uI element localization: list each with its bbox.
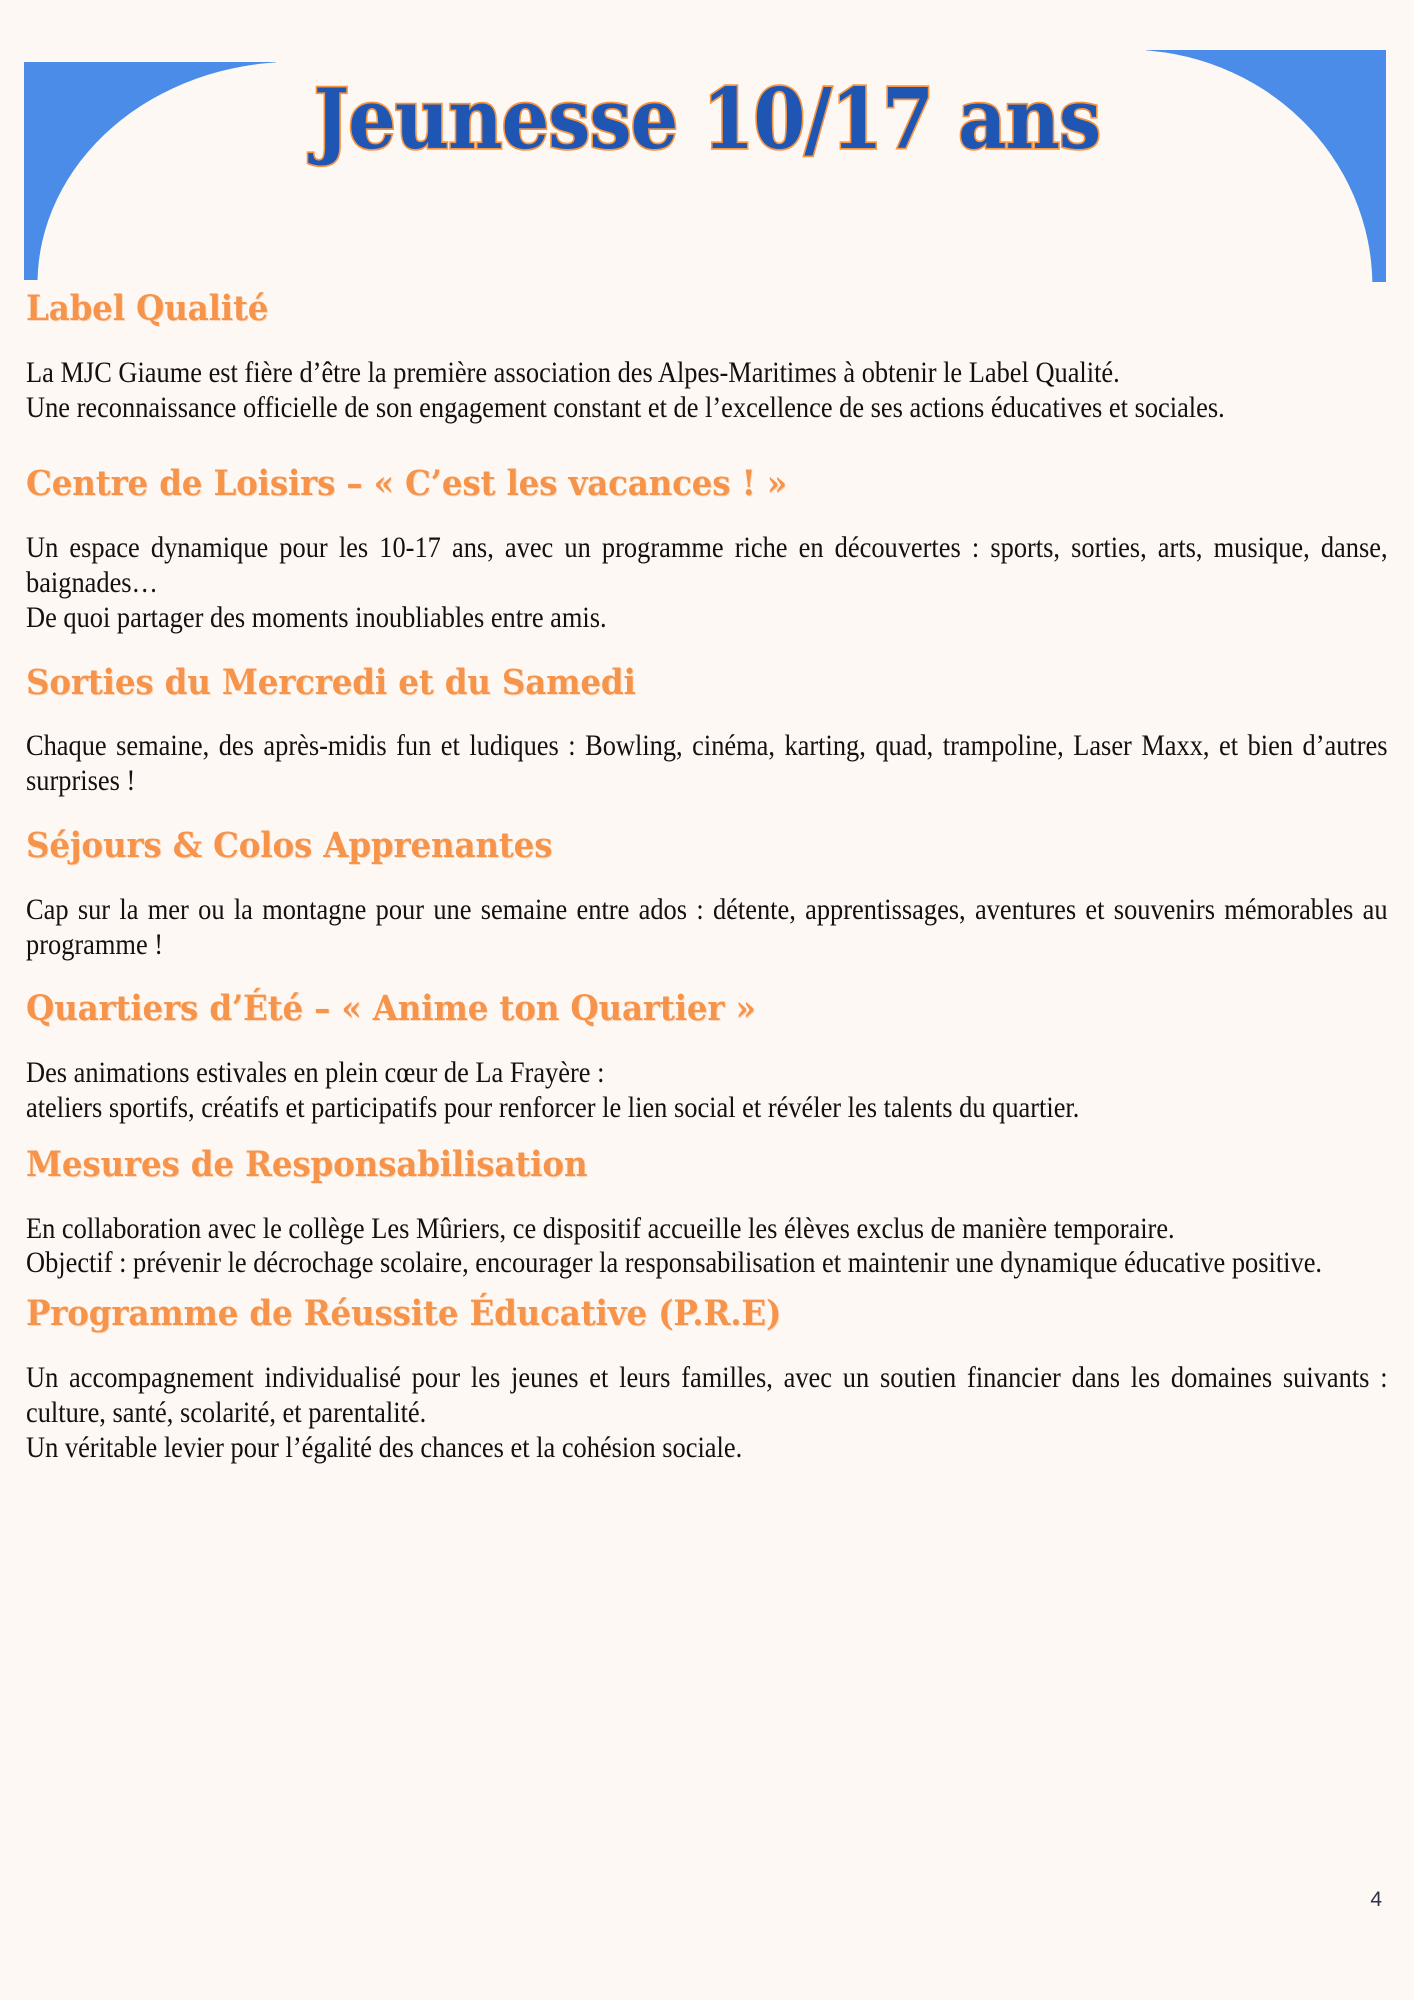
section-centre-de-loisirs [26, 465, 1388, 635]
page-number: 4 [1370, 1888, 1382, 1911]
section-paragraph: La MJC Giaume est fière d’être la première association des Alpes-Maritimes à obtenir le Label Qualité. [26, 355, 1120, 389]
section-heading: Centre de Loisirs – « C’est les vacances ! » [26, 463, 787, 505]
section-paragraph: Cap sur la mer ou la montagne pour une semaine entre ados : détente, apprentissages, aventures et souvenirs mémorables au programme ! [26, 892, 1388, 961]
section-paragraph: Chaque semaine, des après-midis fun et ludiques : Bowling, cinéma, karting, quad, trampoline, Laser Maxx, et bien d’autres surprises ! [26, 729, 1388, 798]
section-paragraph: Un espace dynamique pour les 10-17 ans, avec un programme riche en découvertes : sports, sorties, arts, musique, danse, baignades… [26, 531, 1388, 599]
header-banner [0, 0, 1414, 290]
section-sorties-mercredi-samedi [26, 661, 1388, 799]
document-content [26, 290, 1388, 1465]
section-paragraph: En collaboration avec le collège Les Mûriers, ce dispositif accueille les élèves exclus de manière temporaire. [26, 1211, 1175, 1245]
section-heading: Sorties du Mercredi et du Samedi [26, 661, 636, 703]
section-heading: Programme de Réussite Éducative (P.R.E) [26, 1293, 782, 1335]
section-heading: Quartiers d’Été – « Anime ton Quartier » [26, 988, 756, 1030]
section-paragraph: De quoi partager des moments inoubliables entre amis. [26, 600, 607, 634]
section-paragraph: Un véritable levier pour l’égalité des chances et la cohésion sociale. [26, 1430, 743, 1464]
section-paragraph: Des animations estivales en plein cœur de La Frayère : [26, 1056, 605, 1090]
section-heading: Séjours & Colos Apprenantes [26, 824, 553, 866]
section-paragraph: Un accompagnement individualisé pour les jeunes et leurs familles, avec un soutien financier dans les domaines suivants : culture, santé, scolarité, et parentalité. [26, 1360, 1388, 1429]
section-paragraph: Objectif : prévenir le décrochage scolaire, encourager la responsabilisation et maintenir une dynamique éducative positive. [26, 1246, 1323, 1280]
page-title: Jeunesse 10/17 ans [313, 70, 1101, 168]
section-quartiers-ete [26, 990, 1388, 1125]
section-mesures-responsabilisation [26, 1143, 1388, 1281]
section-heading: Label Qualité [26, 288, 269, 329]
section-heading: Mesures de Responsabilisation [26, 1143, 588, 1185]
section-sejours-colos [26, 824, 1388, 962]
section-programme-reussite-educative [26, 1295, 1388, 1465]
section-label-qualite [26, 290, 1388, 425]
section-paragraph: Une reconnaissance officielle de son engagement constant et de l’excellence de ses actions éducatives et sociales. [26, 390, 1225, 424]
section-paragraph: ateliers sportifs, créatifs et participatifs pour renforcer le lien social et révéler les talents du quartier. [26, 1090, 1080, 1124]
